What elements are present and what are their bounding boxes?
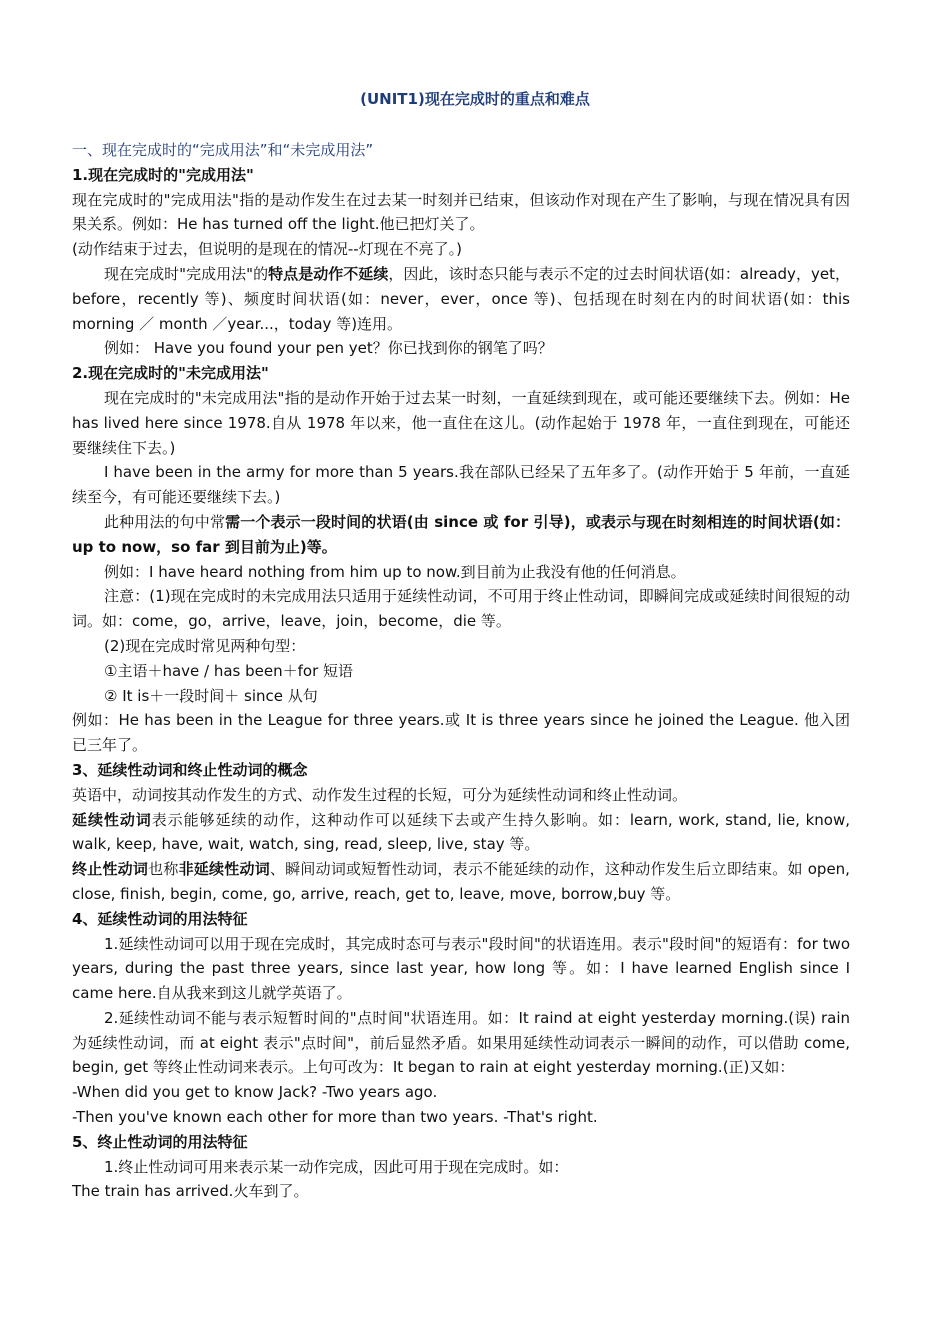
bold-text-run: 特点是动作不延续 (268, 264, 389, 283)
paragraph: 现在完成时的"未完成用法"指的是动作开始于过去某一时刻，一直延续到现在，或可能还要继续下去。例如：He has lived here since 1978.自从 1978 年以来，他一直住在这儿。(动作起始于 1978 年，一直住到现在，可能还要继续住下去。) (72, 388, 850, 457)
paragraph (72, 857, 850, 907)
pattern-line: ①主语＋have / has been＋for 短语 (104, 661, 354, 680)
subheading-complete-usage: 1.现在完成时的"完成用法" (72, 165, 254, 184)
paragraph: (2)现在完成时常见两种句型： (104, 636, 306, 655)
example-line: 例如：I have heard nothing from him up to now.到目前为止我没有他的任何消息。 (104, 562, 686, 581)
paragraph (72, 510, 850, 560)
document-title: (UNIT1)现在完成时的重点和难点 (360, 90, 590, 108)
paragraph: 1.延续性动词可以用于现在完成时，其完成时态可与表示"段时间"的状语连用。表示"段时间"的短语有：for two years, during the past three years, since last year, how long 等。如：I have learned English since I came here.自从我来到这儿就学英语了。 (72, 934, 850, 1003)
dialogue-line: -Then you've known each other for more than two years. -That's right. (72, 1108, 598, 1127)
text-run: 表示能够延续的动作，这种动作可以延续下去或产生持久影响。如：learn, work, stand, lie, know, walk, keep, have, wait, watch, sing, read, sleep, live, stay 等。 (72, 810, 850, 854)
section-heading-1: 一、现在完成时的“完成用法”和“未完成用法” (72, 141, 374, 159)
dialogue-line: -When did you get to know Jack? -Two years ago. (72, 1083, 438, 1102)
note-paragraph: 注意：(1)现在完成时的未完成用法只适用于延续性动词，不可用于终止性动词，即瞬间完成或延续时间很短的动词。如：come，go，arrive，leave，join，become，die 等。 (72, 587, 850, 631)
bold-text-run: 终止性动词 (72, 860, 149, 879)
paragraph: 英语中，动词按其动作发生的方式、动作发生过程的长短，可分为延续性动词和终止性动词。 (72, 785, 688, 804)
paragraph (72, 262, 850, 336)
example-line: 例如：He has been in the League for three years.或 It is three years since he joined the League. 他入团已三年了。 (72, 711, 850, 755)
subheading-incomplete-usage: 2.现在完成时的"未完成用法" (72, 364, 269, 383)
paragraph: 1.终止性动词可用来表示某一动作完成，因此可用于现在完成时。如： (104, 1157, 569, 1176)
bold-text-run: 非延续性动词 (178, 860, 270, 879)
text-run: 此种用法的句中常 (104, 512, 226, 531)
subheading-terminative-verbs: 5、终止性动词的用法特征 (72, 1132, 248, 1151)
subheading-verb-concepts: 3、延续性动词和终止性动词的概念 (72, 760, 308, 779)
text-run: 现在完成时"完成用法"的 (104, 264, 269, 283)
example-line: The train has arrived.火车到了。 (72, 1182, 309, 1201)
paragraph (72, 808, 850, 858)
text-run: ，因此，该时态只能与表示不定的过去时间状语(如：already，yet，before，recently 等)、频度时间状语(如：never，ever，once 等)、包括现在时刻在内的时间状语(如：this morning ／ month ／year...，today 等)连用。 (72, 264, 850, 333)
text-run: 也称 (148, 860, 179, 879)
pattern-line: ② It is＋一段时间＋ since 从句 (104, 686, 318, 705)
example-line: 例如： Have you found your pen yet？你已找到你的钢笔了吗？ (104, 339, 553, 358)
paragraph: I have been in the army for more than 5 years.我在部队已经呆了五年多了。(动作开始于 5 年前，一直延续至今，有可能还要继续下去。) (72, 463, 850, 507)
bold-text-run: 延续性动词 (72, 810, 152, 829)
bold-text-run: 需一个表示一段时间的状语(由 since 或 for 引导)，或表示与现在时刻相连的时间状语(如：up to now，so far 到目前为止)等。 (72, 512, 850, 556)
subheading-durative-verbs: 4、延续性动词的用法特征 (72, 909, 248, 928)
paragraph: 现在完成时的"完成用法"指的是动作发生在过去某一时刻并已结束，但该动作对现在产生了影响，与现在情况具有因果关系。例如：He has turned off the light.他已把灯关了。 (72, 190, 850, 234)
paragraph: 2.延续性动词不能与表示短暂时间的"点时间"状语连用。如：It raind at eight yesterday morning.(误) rain 为延续性动词，而 at eight 表示"点时间"，前后显然矛盾。如果用延续性动词表示一瞬间的动作，可以借助 come, begin, get 等终止性动词来表示。上句可改为：It began to rain at eight yesterday morning.(正)又如： (72, 1008, 850, 1077)
paragraph: (动作结束于过去，但说明的是现在的情况--灯现在不亮了。) (72, 240, 463, 259)
text-run: 、瞬间动词或短暂性动词，表示不能延续的动作，这种动作发生后立即结束。如 open, close, finish, begin, come, go, arrive, reach, get to, leave, move, borrow,buy 等。 (72, 860, 850, 903)
